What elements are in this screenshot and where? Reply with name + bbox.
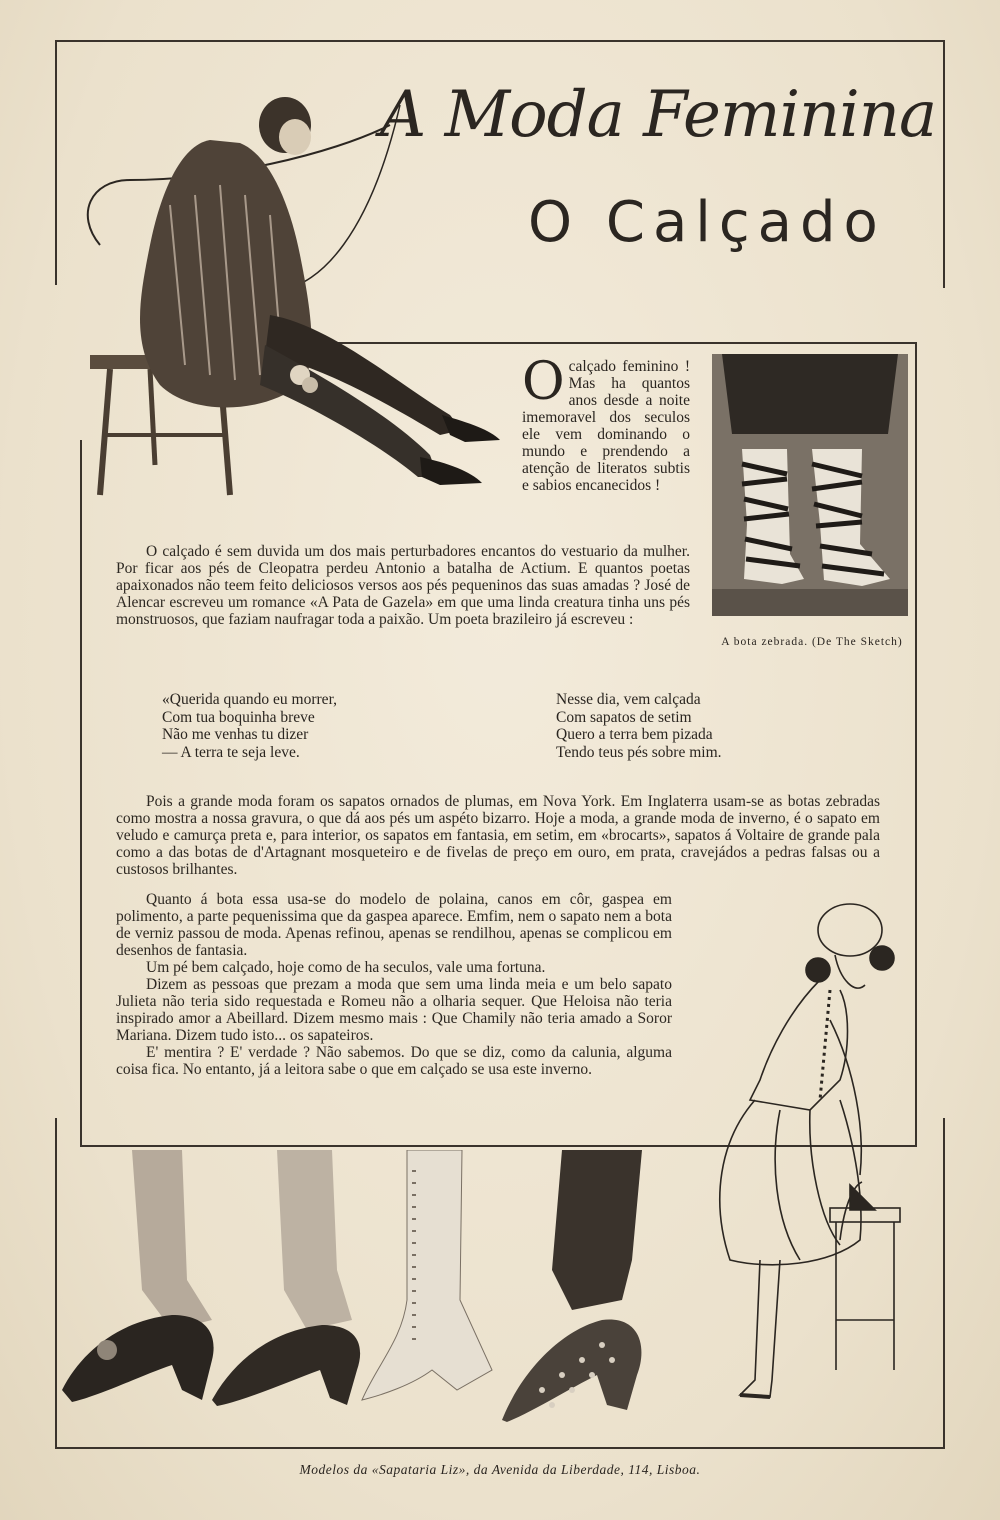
body-paragraph: Dizem as pessoas que prezam a moda que sem uma linda meia e um belo sapato Julieta não teria sido requestada e Romeu não a olharia sequer. Que Heloisa não teria inspirado amor a Abeillard. Dizem mesmo mais : Que Chamily não teria amado a Soror Mariana. Dizem tudo isto... os sapateiros.: [116, 976, 672, 1044]
body-paragraph: E' mentira ? E' verdade ? Não sabemos. Do que se diz, como da calunia, alguma coisa fica. No entanto, já a leitora sabe o que em calçado se usa este inverno.: [116, 1044, 672, 1078]
frame-left-rule: [55, 40, 57, 285]
standing-woman-illustration: [690, 900, 920, 1440]
frame-lower-right-rule: [943, 1118, 945, 1448]
verse-line: — A terra te seja leve.: [162, 743, 300, 761]
verse-left: [162, 691, 337, 761]
verse-line: Com tua boquinha breve: [162, 708, 315, 726]
footer-credit: Modelos da «Sapataria Liz», da Avenida da Liberdade, 114, Lisboa.: [299, 1462, 701, 1477]
intro-column: [522, 352, 690, 494]
verse-line: Tendo teus pés sobre mim.: [556, 743, 722, 761]
verse-line: Não me venhas tu dizer: [162, 726, 309, 743]
seated-woman-illustration: [70, 85, 530, 505]
verse-right: [556, 691, 722, 761]
verse-line: «Querida quando eu morrer,: [162, 691, 337, 708]
body-paragraph: Quanto á bota essa usa-se do modelo de polaina, canos em côr, gaspea em polimento, a parte pequenissima que da gaspea aparece. Emfim, nem o sapato nem a bota de verniz passou de moda. Apenas refinou, apenas se rendilhou, apenas se complicou em desenhos de fantasia.: [116, 891, 672, 959]
body-paragraph: Um pé bem calçado, hoje como de ha seculos, vale uma fortuna.: [146, 959, 546, 976]
drop-cap: O: [522, 352, 565, 412]
body-paragraph-wide: Pois a grande moda foram os sapatos ornados de plumas, em Nova York. Em Inglaterra usam-se as botas zebradas como mostra a nossa gravura, o que dá aos pés um aspéto bizarro. Hoje a moda, a grande moda de inverno, é o sapato em veludo e camurça preta e, para interior, os sapatos em fantasia, em setim, em «brocarts», sapatos á Voltaire de grande pala como a das botas de d'Artagnant mosqueteiro e de fivelas de preço em ouro, em prata, cravejádos a pedras falsas ou a custosos brilhantes.: [116, 793, 880, 878]
frame-bottom-rule: [55, 1447, 945, 1449]
intro-column-text: calçado feminino ! Mas ha quantos anos desde a noite imemoravel dos seculos ele vem dominando o mundo e prendendo a atenção de literatos subtis e sabios encanecidos !: [522, 358, 690, 494]
body-narrow-column: [116, 891, 672, 1078]
frame-top-rule: [55, 40, 945, 42]
page-subtitle: O Calçado: [528, 190, 886, 255]
inner-box-left: [80, 440, 82, 1146]
zebra-boots-photo: [712, 354, 908, 616]
page-title: A Moda Feminina: [380, 78, 937, 152]
shoe-models-photo: [62, 1150, 702, 1440]
verse-line: Com sapatos de setim: [556, 708, 692, 726]
verse-line: Quero a terra bem pizada: [556, 726, 713, 743]
verse-line: Nesse dia, vem calçada: [556, 691, 701, 708]
intro-paragraph: O calçado é sem duvida um dos mais perturbadores encantos do vestuario da mulher. Por ficar aos pés de Cleopatra perdeu Antonio a batalha de Actium. E quantos poetas apaixonados não teem feito deliciosos versos aos pés pequeninos das suas amadas ? José de Alencar escreveu um romance «A Pata de Gazela» em que uma linda creatura tinha uns pés monstruosos, que faziam naufragar toda a paixão. Um poeta brazileiro já escreveu :: [116, 543, 690, 628]
photo-caption: A bota zebrada. (De The Sketch): [721, 636, 903, 648]
frame-lower-left-rule: [55, 1118, 57, 1448]
